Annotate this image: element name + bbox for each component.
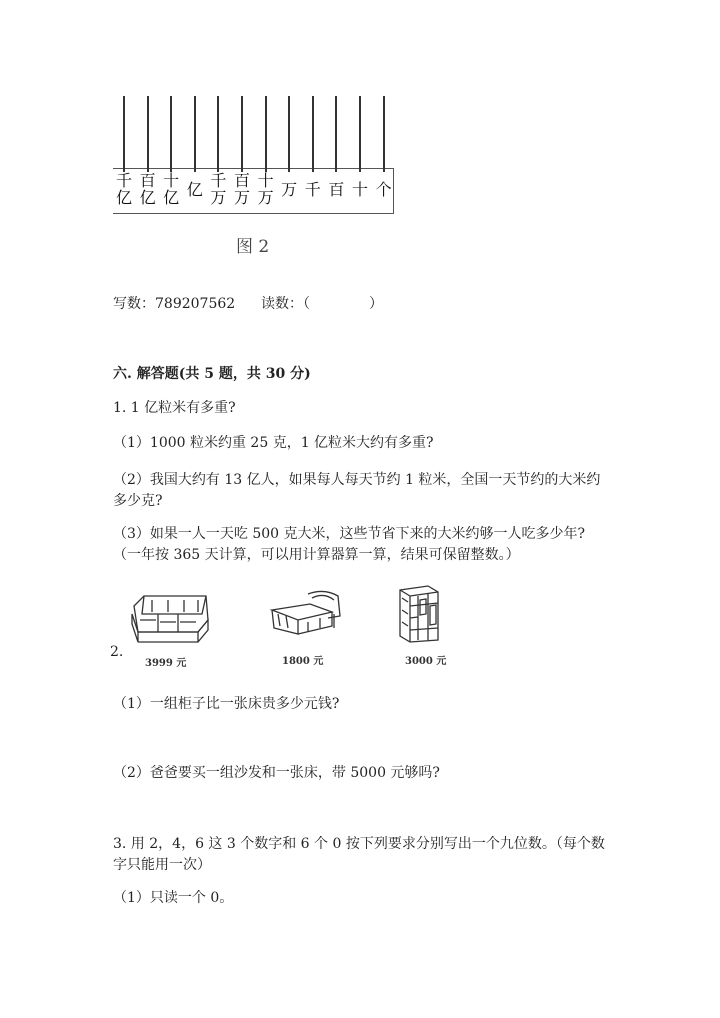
place-value-label: 百 万 (233, 171, 250, 207)
abacus-rod (123, 96, 125, 172)
wardrobe-icon (396, 584, 442, 644)
q1-part2-line1: （2）我国大约有 13 亿人，如果每人每天节约 1 粒米，全国一天节约的大米约 (113, 472, 601, 488)
q3-line2: 字只能用一次） (113, 857, 211, 873)
abacus-rod (147, 96, 149, 172)
place-value-label: 百 亿 (139, 171, 156, 207)
place-value-label: 千 万 (210, 171, 227, 207)
q3-part1: （1）只读一个 0。 (113, 890, 234, 906)
q2-part2: （2）爸爸要买一组沙发和一张床，带 5000 元够吗? (113, 765, 440, 781)
abacus-rod (170, 96, 172, 172)
q2-number: 2. (110, 644, 124, 660)
read-number-close: ） (369, 296, 383, 312)
abacus-rod (383, 96, 385, 172)
place-value-label: 个 (375, 180, 392, 199)
q1-title: 1. 1 亿粒米有多重? (113, 400, 236, 416)
section-title: 六. 解答题(共 5 题，共 30 分) (113, 366, 311, 382)
abacus-rod (288, 96, 290, 172)
place-value-label: 亿 (186, 180, 203, 199)
write-number-label: 写数：789207562 (113, 296, 236, 312)
q1-part3-line2: （一年按 365 天计算，可以用计算器算一算，结果可保留整数。） (113, 547, 520, 563)
abacus-rod (312, 96, 314, 172)
q1-part3-line1: （3）如果一人一天吃 500 克大米，这些节省下来的大米约够一人吃多少年? (113, 526, 586, 542)
abacus-figure (113, 96, 395, 216)
sofa-icon (128, 592, 210, 648)
place-value-label: 百 (328, 180, 345, 199)
place-value-label: 十 (351, 180, 368, 199)
q3-line1: 3. 用 2，4，6 这 3 个数字和 6 个 0 按下列要求分别写出一个九位数。（每个数 (113, 836, 605, 852)
abacus-rod (359, 96, 361, 172)
place-value-label: 千 (304, 180, 321, 199)
abacus-rod (241, 96, 243, 172)
q1-part2-line2: 多少克? (113, 493, 163, 509)
wardrobe-price: 3000 元 (405, 656, 447, 667)
abacus-rod (265, 96, 267, 172)
abacus-rod (335, 96, 337, 172)
sofa-price: 3999 元 (145, 658, 187, 669)
bed-price: 1800 元 (282, 656, 324, 667)
place-value-label: 十 万 (257, 171, 274, 207)
q1-part1: （1）1000 粒米约重 25 克，1 亿粒米大约有多重? (113, 435, 434, 451)
read-number-label: 读数：（ (261, 296, 310, 312)
q2-part1: （1）一组柜子比一张床贵多少元钱? (113, 696, 340, 712)
figure-caption: 图 2 (236, 237, 270, 257)
place-value-label: 千 亿 (115, 171, 132, 207)
abacus-rod (194, 96, 196, 172)
place-value-label: 十 亿 (163, 171, 180, 207)
abacus-rod (217, 96, 219, 172)
place-value-label: 万 (281, 180, 298, 199)
bed-icon (268, 588, 344, 640)
